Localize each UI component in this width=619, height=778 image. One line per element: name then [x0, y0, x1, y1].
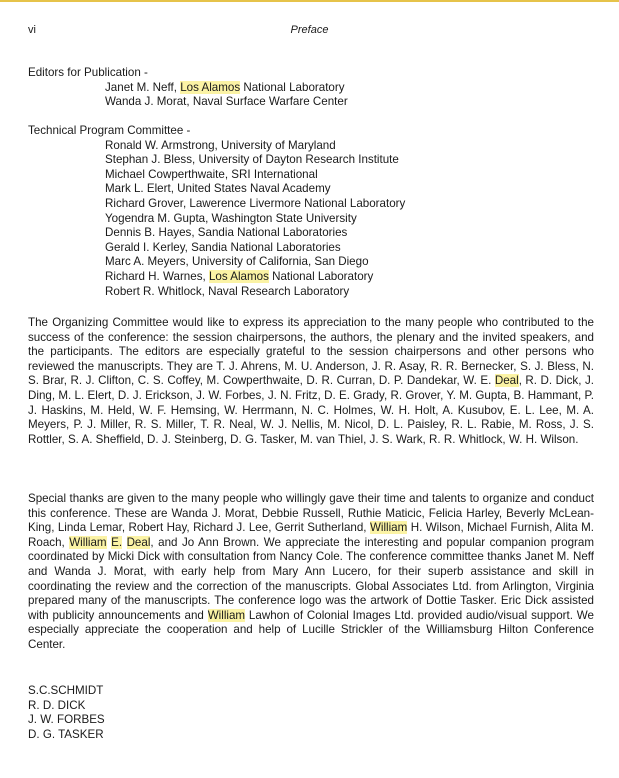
signature-name: R. D. DICK [28, 698, 86, 712]
committee-member: Yogendra M. Gupta, Washington State University [105, 211, 357, 225]
search-highlight: Deal [126, 535, 151, 549]
committee-member: Gerald I. Kerley, Sandia National Laboratories [105, 240, 341, 254]
search-highlight: E. [111, 535, 123, 549]
committee-member: Robert R. Whitlock, Naval Research Laboratory [105, 284, 350, 298]
top-highlight-bar [0, 0, 619, 2]
committee-member: Richard H. Warnes, Los Alamos National Laboratory [105, 269, 374, 283]
committee-member: Dennis B. Hayes, Sandia National Laboratories [105, 226, 348, 240]
committee-member: Richard Grover, Lawerence Livermore National Laboratory [105, 196, 406, 210]
committee-member: Stephan J. Bless, University of Dayton Research Institute [105, 153, 399, 167]
page-number: vi [28, 24, 36, 36]
editors-section [28, 66, 594, 110]
search-highlight: Los Alamos [208, 269, 269, 283]
editor-line: Wanda J. Morat, Naval Surface Warfare Center [105, 95, 348, 109]
committee-member: Ronald W. Armstrong, University of Maryland [105, 138, 336, 152]
editors-heading: Editors for Publication - [28, 66, 148, 79]
committee-member: Marc A. Meyers, University of California, San Diego [105, 255, 369, 269]
special-thanks-paragraph: Special thanks are given to the many people who willingly gave their time and talents to organize and conduct this conference. These are Wanda J. Morat, Debbie Russell, Ruthie Maticic, Felicia Harley, Beverly McLean-King, Linda Lemar, Robert Hay, Richard J. Lee, Gerrit Sutherland, William H. Wilson, Michael Furnish, Alita M. Roach, William E. Deal, and Jo Ann Brown. We appreciate the interesting and popular companion program coordinated by Micki Dick with consultation from Nancy Cole. The conference committee thanks Janet M. Neff and Wanda J. Morat, with early help from Mary Ann Lucero, for their superb assistance and skill in coordinating the review and the correction of the manuscripts. Global Associates Ltd. from Arlington, Virginia prepared many of the manuscripts. The conference logo was the artwork of Dottie Tasker. Eric Dick assisted with publicity announcements and William Lawhon of Colonial Images Ltd. provided audio/visual support. We especially appreciate the cooperation and help of Lucille Strickler of the Williamsburg Hilton Conference Center. [28, 492, 594, 651]
search-highlight: William [69, 535, 107, 549]
signature-name: J. W. FORBES [28, 713, 105, 727]
signature-name: S.C.SCHMIDT [28, 684, 104, 697]
committee-section [28, 124, 594, 299]
committee-member: Michael Cowperthwaite, SRI International [105, 167, 318, 181]
search-highlight: Deal [494, 374, 519, 388]
search-highlight: Los Alamos [180, 80, 241, 94]
acknowledgment-paragraph: The Organizing Committee would like to express its appreciation to the many people who contributed to the success of the conference: the session chairpersons, the authors, the plenary and the invited speakers, and the participants. The editors are especially grateful to the session chairpersons and other persons who reviewed the manuscripts. They are T. J. Ahrens, M. U. Anderson, J. R. Asay, R. R. Bernecker, S. J. Bless, N. S. Brar, R. J. Clifton, C. S. Coffey, M. Cowperthwaite, D. R. Curran, D. P. Dandekar, W. E. Deal, R. D. Dick, J. Ding, M. L. Elert, D. J. Erickson, J. W. Forbes, J. N. Fritz, D. E. Grady, R. Grover, Y. M. Gupta, B. Hammant, P. J. Haskins, M. Held, W. F. Hemsing, W. Herrmann, N. C. Holmes, W. H. Holt, A. Kusubov, E. L. Lee, M. A. Meyers, P. J. Miller, R. S. Miller, T. R. Neal, W. J. Nellis, M. Nicol, D. L. Paisley, R. L. Rabie, M. Ross, J. S. Rottler, S. A. Sheffield, D. J. Steinberg, D. G. Tasker, M. van Thiel, J. S. Wark, R. R. Whitlock, W. H. Wilson. [28, 316, 594, 446]
signature-block [28, 684, 594, 742]
search-highlight: William [207, 608, 246, 622]
page-title: Preface [290, 24, 329, 36]
editor-line: Janet M. Neff, Los Alamos National Laboratory [105, 80, 345, 94]
committee-member: Mark L. Elert, United States Naval Academy [105, 182, 331, 196]
committee-heading: Technical Program Committee - [28, 124, 191, 137]
signature-name: D. G. TASKER [28, 727, 104, 741]
search-highlight: William [369, 521, 408, 535]
